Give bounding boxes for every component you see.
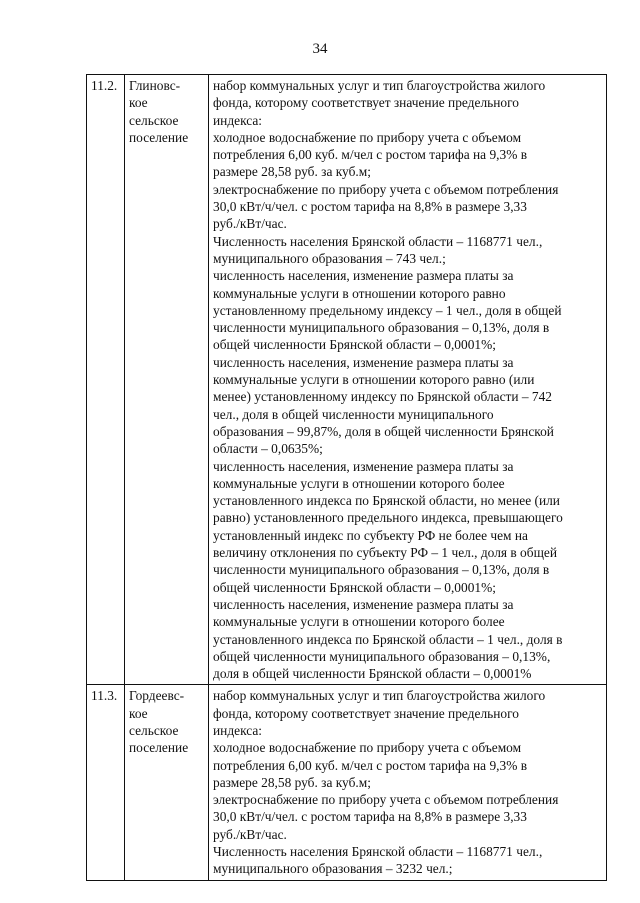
settlement-name-cell [125, 685, 209, 880]
description-line: установленному предельному индексу – 1 чел., доля в общей [213, 302, 562, 318]
description-line: коммунальные услуги в отношении которого равно (или [213, 372, 535, 388]
description-line: потребления 6,00 куб. м/чел с ростом тарифа на 9,3% в [213, 147, 528, 163]
settlement-name-line: кое [129, 95, 148, 111]
description-line: индекса: [213, 112, 263, 128]
settlement-name-line: кое [129, 705, 148, 721]
description-line: холодное водоснабжение по прибору учета с объемом [213, 129, 522, 145]
settlement-table [86, 74, 607, 881]
description-line: коммунальные услуги в отношении которого более [213, 614, 505, 630]
table-row [87, 685, 607, 880]
table-row [87, 75, 607, 685]
description-line: установленного индекса по Брянской области, но менее (или [213, 493, 560, 509]
description-line: индекса: [213, 722, 263, 738]
settlement-table-body [87, 75, 607, 881]
description-line: численности муниципального образования – 0,13%, доля в [213, 320, 550, 336]
row-number: 11.2. [91, 78, 118, 93]
description-line: набор коммунальных услуг и тип благоустройства жилого [213, 688, 546, 704]
description-line: муниципального образования – 3232 чел.; [213, 861, 453, 877]
settlement-name-line: Глиновс- [129, 78, 181, 93]
description-line: потребления 6,00 куб. м/чел с ростом тарифа на 9,3% в [213, 757, 528, 773]
description-line: размере 28,58 руб. за куб.м; [213, 774, 371, 790]
description-line: численность населения, изменение размера платы за [213, 354, 514, 370]
description-line: руб./кВт/час. [213, 826, 287, 842]
description-line: численность населения, изменение размера платы за [213, 458, 514, 474]
description-line: коммунальные услуги в отношении которого более [213, 475, 505, 491]
settlement-name-line: поселение [129, 129, 189, 145]
row-number: 11.3. [91, 688, 118, 704]
description-cell [209, 75, 607, 685]
description-line: фонда, которому соответствует значение предельного [213, 95, 519, 111]
settlement-name-line: сельское [129, 722, 179, 738]
description-line: фонда, которому соответствует значение предельного [213, 705, 519, 721]
description-line: доля в общей численности Брянской области – 0,0001% [213, 666, 532, 682]
description-line: Численность населения Брянской области – 1168771 чел., [213, 844, 543, 860]
description-line: численность населения, изменение размера платы за [213, 268, 514, 284]
description-line: холодное водоснабжение по прибору учета с объемом [213, 740, 522, 756]
description-line: электроснабжение по прибору учета с объемом потребления [213, 792, 559, 808]
description-line: руб./кВт/час. [213, 216, 287, 232]
description-line: коммунальные услуги в отношении которого равно [213, 285, 506, 301]
description-line: размере 28,58 руб. за куб.м; [213, 164, 371, 180]
description-line: общей численности муниципального образования – 0,13%, [213, 648, 551, 664]
page-number: 34 [312, 41, 328, 57]
description-line: установленный индекс по субъекту РФ не более чем на [213, 527, 528, 543]
description-line: электроснабжение по прибору учета с объемом потребления [213, 181, 559, 197]
description-line: чел., доля в общей численности муниципального [213, 406, 494, 422]
description-line: численность населения, изменение размера платы за [213, 596, 514, 612]
description-line: 30,0 кВт/ч/чел. с ростом тарифа на 8,8% в размере 3,33 [213, 199, 527, 215]
settlement-name-line: Гордеевс- [129, 688, 185, 704]
description-line: образования – 99,87%, доля в общей численности Брянской [213, 423, 554, 439]
description-line: установленного индекса по Брянской области – 1 чел., доля в [213, 631, 563, 647]
settlement-name-cell [125, 75, 209, 685]
description-line: величину отклонения по субъекту РФ – 1 чел., доля в общей [213, 545, 557, 561]
description-cell [209, 685, 607, 880]
description-line: равно) установленного предельного индекса, превышающего [213, 510, 563, 526]
description-line: численности муниципального образования – 0,13%, доля в [213, 562, 550, 578]
description-line: области – 0,0635%; [213, 441, 323, 457]
settlement-name-line: поселение [129, 740, 189, 756]
description-line: набор коммунальных услуг и тип благоустройства жилого [213, 78, 546, 93]
row-number-cell [87, 685, 125, 880]
description-line: 30,0 кВт/ч/чел. с ростом тарифа на 8,8% в размере 3,33 [213, 809, 527, 825]
description-line: Численность населения Брянской области – 1168771 чел., [213, 233, 543, 249]
description-line: общей численности Брянской области – 0,0001%; [213, 337, 496, 353]
settlement-name-line: сельское [129, 112, 179, 128]
description-line: муниципального образования – 743 чел.; [213, 250, 446, 266]
description-line: менее) установленному индексу по Брянской области – 742 [213, 389, 553, 405]
row-number-cell [87, 75, 125, 685]
description-line: общей численности Брянской области – 0,0001%; [213, 579, 496, 595]
